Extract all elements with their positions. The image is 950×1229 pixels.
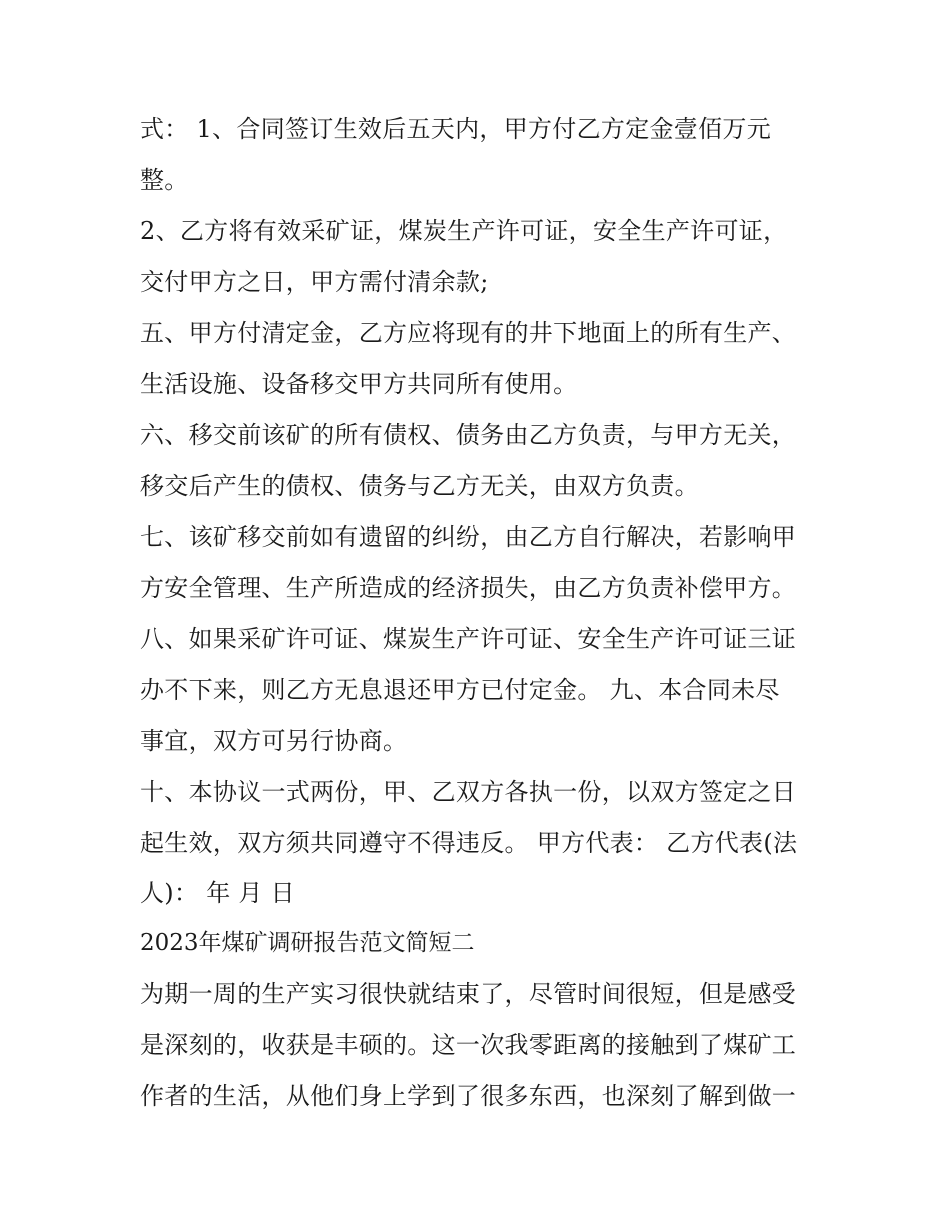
text-line: 2、乙方将有效采矿证，煤炭生产许可证，安全生产许可证， <box>140 217 788 245</box>
text-line: 移交后产生的债权、债务与乙方无关，由双方负责。 <box>140 472 699 500</box>
text-line: 生活设施、设备移交甲方共同所有使用。 <box>140 370 578 398</box>
text-line: 事宜，双方可另行协商。 <box>140 727 408 755</box>
text-line: 办不下来，则乙方无息退还甲方已付定金。 九、本合同未尽 <box>140 676 780 704</box>
text-line: 五、甲方付清定金，乙方应将现有的井下地面上的所有生产、 <box>140 319 797 347</box>
text-line: 交付甲方之日，甲方需付清余款; <box>140 268 489 296</box>
text-line: 为期一周的生产实习很快就结束了，尽管时间很短，但是感受 <box>140 980 797 1008</box>
text-line: 方安全管理、生产所造成的经济损失，由乙方负责补偿甲方。 <box>140 574 797 602</box>
text-line: 八、如果采矿许可证、煤炭生产许可证、安全生产许可证三证 <box>140 625 797 653</box>
text-line: 起生效，双方须共同遵守不得违反。 甲方代表： 乙方代表(法 <box>140 829 798 857</box>
text-line: 七、该矿移交前如有遗留的纠纷，由乙方自行解决，若影响甲 <box>140 523 797 551</box>
text-line: 整。 <box>140 166 189 194</box>
text-line: 十、本协议一式两份，甲、乙双方各执一份，以双方签定之日 <box>140 778 797 806</box>
text-line: 六、移交前该矿的所有债权、债务由乙方负责，与甲方无关， <box>140 421 797 449</box>
text-line: 式： 1、合同签订生效后五天内，甲方付乙方定金壹佰万元 <box>140 115 771 143</box>
text-line: 作者的生活，从他们身上学到了很多东西，也深刻了解到做一 <box>140 1082 797 1110</box>
text-line: 是深刻的，收获是丰硕的。这一次我零距离的接触到了煤矿工 <box>140 1031 797 1059</box>
text-line: 人)： 年 月 日 <box>140 879 295 907</box>
section-heading: 2023年煤矿调研报告范文简短二 <box>140 930 475 956</box>
